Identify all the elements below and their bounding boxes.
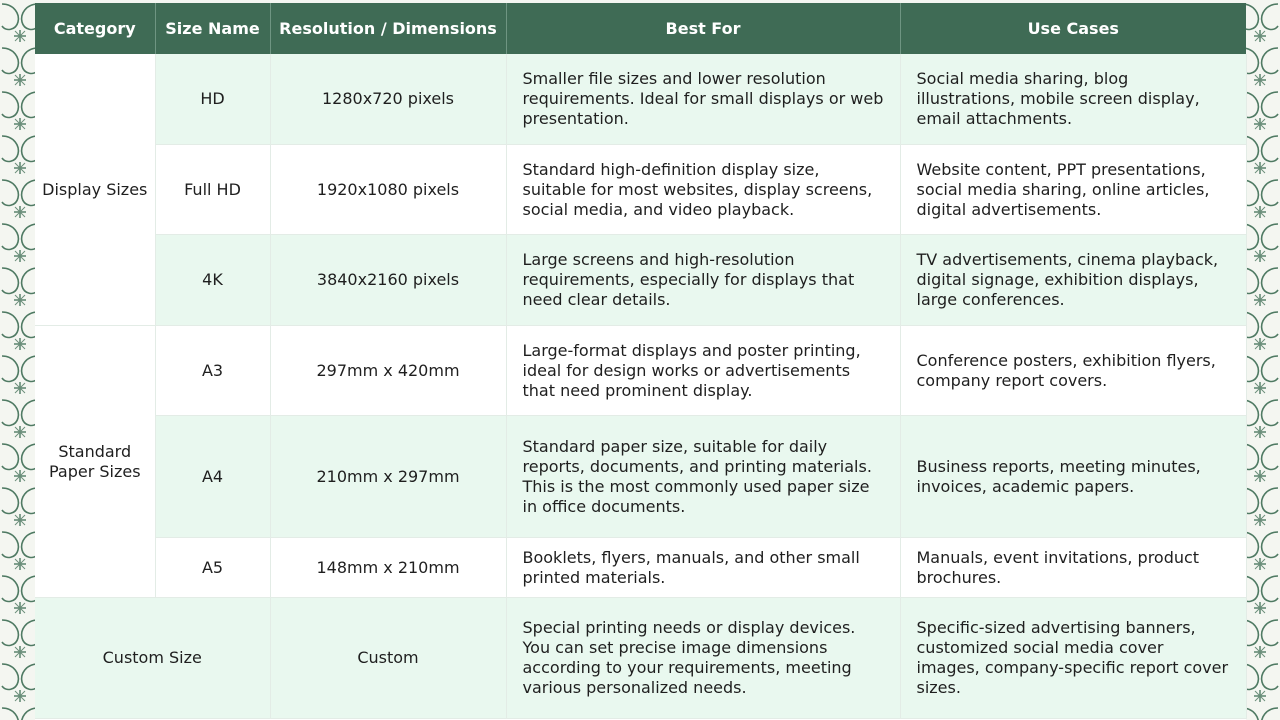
use-cases-cell: Website content, PPT presentations, social media sharing, online articles, digital advertisements. <box>900 145 1246 235</box>
table-header-row <box>35 3 1246 54</box>
best-for-cell: Booklets, flyers, manuals, and other small printed materials. <box>506 538 900 598</box>
use-cases-cell: Specific-sized advertising banners, customized social media cover images, company-specific report cover sizes. <box>900 598 1246 719</box>
resolution-cell: 1280x720 pixels <box>270 54 506 145</box>
resolution-cell: 1920x1080 pixels <box>270 145 506 235</box>
size-table <box>35 3 1247 719</box>
size-name-cell: Full HD <box>155 145 270 235</box>
resolution-cell: 210mm x 297mm <box>270 416 506 538</box>
use-cases-cell: TV advertisements, cinema playback, digital signage, exhibition displays, large conferences. <box>900 235 1246 326</box>
size-table-container <box>35 3 1246 720</box>
size-name-cell: A5 <box>155 538 270 598</box>
category-custom-size: Custom Size <box>35 598 270 719</box>
use-cases-cell: Business reports, meeting minutes, invoices, academic papers. <box>900 416 1246 538</box>
header-use-cases: Use Cases <box>900 3 1246 54</box>
best-for-cell: Smaller file sizes and lower resolution requirements. Ideal for small displays or web presentation. <box>506 54 900 145</box>
use-cases-cell: Conference posters, exhibition flyers, company report covers. <box>900 326 1246 416</box>
header-resolution: Resolution / Dimensions <box>270 3 506 54</box>
size-name-cell: A3 <box>155 326 270 416</box>
size-name-cell: 4K <box>155 235 270 326</box>
resolution-cell: 297mm x 420mm <box>270 326 506 416</box>
table-row <box>35 538 1246 598</box>
resolution-cell: Custom <box>270 598 506 719</box>
table-row <box>35 326 1246 416</box>
resolution-cell: 3840x2160 pixels <box>270 235 506 326</box>
use-cases-cell: Social media sharing, blog illustrations, mobile screen display, email attachments. <box>900 54 1246 145</box>
best-for-cell: Large screens and high-resolution requirements, especially for displays that need clear details. <box>506 235 900 326</box>
table-row <box>35 54 1246 145</box>
resolution-cell: 148mm x 210mm <box>270 538 506 598</box>
category-display-sizes: Display Sizes <box>35 54 155 326</box>
best-for-cell: Special printing needs or display devices. You can set precise image dimensions according to your requirements, meeting various personalized needs. <box>506 598 900 719</box>
table-row <box>35 416 1246 538</box>
size-name-cell: A4 <box>155 416 270 538</box>
table-row <box>35 235 1246 326</box>
best-for-cell: Standard high-definition display size, suitable for most websites, display screens, social media, and video playback. <box>506 145 900 235</box>
best-for-cell: Large-format displays and poster printing, ideal for design works or advertisements that need prominent display. <box>506 326 900 416</box>
table-row <box>35 598 1246 719</box>
category-standard-paper-sizes: Standard Paper Sizes <box>35 326 155 598</box>
size-name-cell: HD <box>155 54 270 145</box>
header-best-for: Best For <box>506 3 900 54</box>
header-size-name: Size Name <box>155 3 270 54</box>
use-cases-cell: Manuals, event invitations, product brochures. <box>900 538 1246 598</box>
table-row <box>35 145 1246 235</box>
best-for-cell: Standard paper size, suitable for daily reports, documents, and printing materials. This is the most commonly used paper size in office documents. <box>506 416 900 538</box>
header-category: Category <box>35 3 155 54</box>
